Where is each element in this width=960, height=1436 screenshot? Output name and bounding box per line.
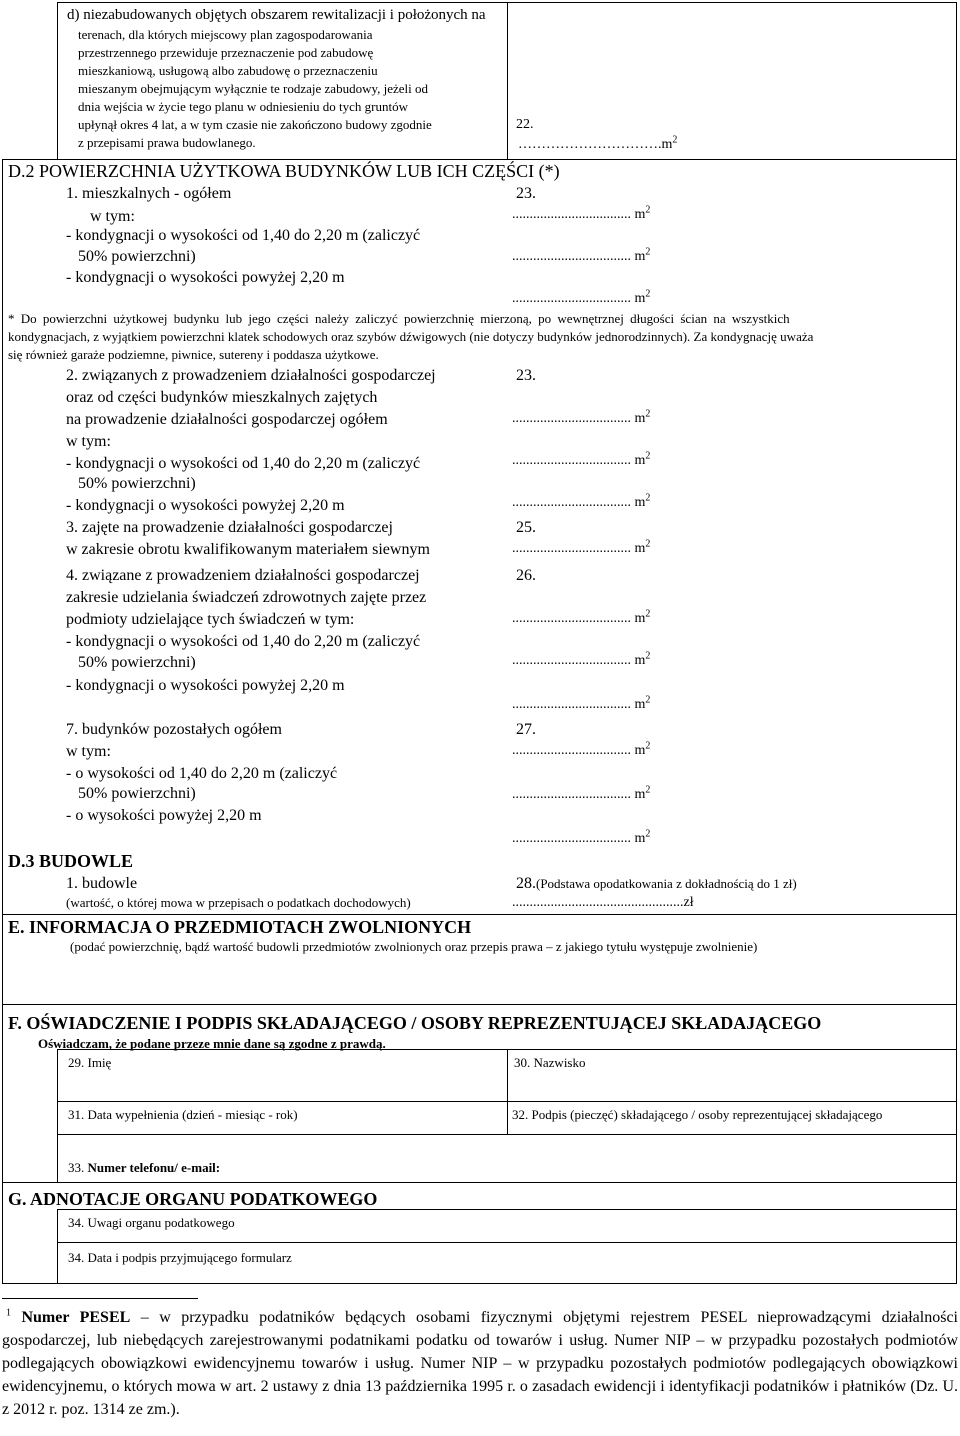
field-28-note: (Podstawa opodatkowania z dokładnością do 1 zł) xyxy=(536,876,797,891)
field-22-value[interactable]: $\dots\dots\dots\dots\dots\dots\dots\dots\dots\dots.m^2$ xyxy=(518,134,678,152)
field-23b-total[interactable]: .................................. $m^2$ xyxy=(512,408,651,426)
field-27-high[interactable]: .................................. $m^2$ xyxy=(512,828,651,846)
footer-mark: 1 xyxy=(6,1307,11,1319)
field-23b-low[interactable]: .................................. $m^2$ xyxy=(512,450,651,468)
d2-item4-line-3: podmioty udzielające tych świadczeń w tym: xyxy=(66,611,355,628)
divider-f xyxy=(2,1004,957,1005)
field-26-high[interactable]: .................................. $m^2$ xyxy=(512,694,651,712)
d2-item4-line-5: 50% powierzchni) xyxy=(78,654,196,671)
d-line-2: terenach, dla których miejscowy plan zagospodarowania xyxy=(78,27,373,42)
d-line-4: mieszkaniową, usługową albo zabudowę o przeznaczeniu xyxy=(78,63,378,78)
footer-lead: Numer PESEL xyxy=(21,1309,131,1326)
field-33-phone-email[interactable] xyxy=(58,1135,955,1181)
d-line-5: mieszanym obejmującym wyłącznie te rodzaje zabudowy, jeżeli od xyxy=(78,81,429,96)
field-28-number: 28.(Podstawa opodatkowania z dokładnością do 1 zł) xyxy=(516,875,797,892)
field-23b-number: 23. xyxy=(516,367,536,384)
d2-item1-line-1: 1. mieszkalnych - ogółem xyxy=(66,185,232,202)
field-27-number: 27. xyxy=(516,721,536,738)
d2-item4-line-1: 4. związane z prowadzeniem działalności gospodarczej xyxy=(66,567,420,584)
section-g-title: G. ADNOTACJE ORGANU PODATKOWEGO xyxy=(8,1189,378,1209)
section-d3-title: D.3 BUDOWLE xyxy=(8,851,134,871)
section-f-statement: Oświadczam, że podane przeze mnie dane są zgodne z prawdą. xyxy=(38,1036,386,1051)
field-34-remarks[interactable] xyxy=(58,1210,955,1241)
d2-item1-line-4: 50% powierzchni) xyxy=(78,248,196,265)
d2-item2-line-5: - kondygnacji o wysokości od 1,40 do 2,20 m (zaliczyć xyxy=(66,455,421,472)
d-line-3: przestrzennego przewiduje przeznaczenie pod zabudowę xyxy=(78,45,374,60)
field-27-low[interactable]: .................................. $m^2$ xyxy=(512,784,651,802)
section-e-note: (podać powierzchnię, bądź wartość budowli przedmiotów zwolnionych oraz przepis prawa – z jakiego tytułu występuje zwolnienie) xyxy=(70,939,758,954)
field-32-signature[interactable] xyxy=(508,1102,955,1133)
field-33-label-text: Numer telefonu/ e-mail: xyxy=(87,1160,221,1175)
d2-item4-line-4: - kondygnacji o wysokości od 1,40 do 2,20 m (zaliczyć xyxy=(66,633,421,650)
d-line-7: upłynął okres 4 lat, a w tym czasie nie zakończono budowy zgodnie xyxy=(78,117,432,132)
field-23b-high[interactable]: .................................. $m^2$ xyxy=(512,492,651,510)
field-34-remarks-label: 34. Uwagi organu podatkowego xyxy=(68,1215,235,1230)
d2-item2-line-3: na prowadzenie działalności gospodarczej ogółem xyxy=(66,411,388,428)
field-34-date-label: 34. Data i podpis przyjmującego formularz xyxy=(68,1250,292,1265)
field-26-total[interactable]: .................................. $m^2$ xyxy=(512,608,651,626)
field-23-number: 23. xyxy=(516,185,536,202)
footnote-line-2: kondygnacjach, z wyjątkiem powierzchni klatek schodowych oraz szybów dźwigowych (nie dotyczy budynków jednorodzinnych). Za kondygnację uważa xyxy=(8,329,814,344)
d3-item-1: 1. budowle xyxy=(66,875,138,892)
d2-item3-line-2: w zakresie obrotu kwalifikowanym materiałem siewnym xyxy=(66,541,430,558)
d-line-8: z przepisami prawa budowlanego. xyxy=(78,135,256,150)
field-31-label: 31. Data wypełnienia (dzień - miesiąc - rok) xyxy=(68,1107,298,1122)
field-25-number: 25. xyxy=(516,519,536,536)
d2-item1-line-3: - kondygnacji o wysokości od 1,40 do 2,20 m (zaliczyć xyxy=(66,227,421,244)
d2-item7-line-5: - o wysokości powyżej 2,20 m xyxy=(66,807,262,824)
field-28-value[interactable]: .................................................zł xyxy=(512,895,694,910)
section-e-input-area[interactable] xyxy=(8,958,948,1002)
section-e-title: E. INFORMACJA O PRZEDMIOTACH ZWOLNIONYCH xyxy=(8,917,472,937)
field-22-number: 22. xyxy=(516,117,534,132)
frame-left-outer xyxy=(2,159,3,1283)
d2-item2-line-2: oraz od części budynków mieszkalnych zajętych xyxy=(66,389,378,406)
divider-e xyxy=(2,914,957,915)
field-30-label: 30. Nazwisko xyxy=(514,1055,586,1070)
f-grid-bottom xyxy=(2,1182,957,1183)
footer-rule xyxy=(2,1298,198,1299)
field-29-first-name[interactable] xyxy=(58,1050,506,1100)
frame-right xyxy=(956,2,957,1283)
footnote-line-3: się również garaże podziemne, piwnice, sutereny i poddasza użytkowe. xyxy=(8,347,379,362)
field-31-date[interactable] xyxy=(58,1102,506,1133)
field-30-last-name[interactable] xyxy=(508,1050,955,1100)
d3-note: (wartość, o której mowa w przepisach o podatkach dochodowych) xyxy=(66,895,411,910)
footer-text: – w przypadku podatników będących osobami fizycznymi objętymi rejestrem PESEL nieprowadzącymi działalności gospodarczej, lub niebędących zarejestrowanymi podatnikami podatku od towarów i usług. Numer NIP – w przypadku pozostałych podmiotów podlegających obowiązkowi ewidencyjnemu towarów i usług. Numer NIP – w przypadku pozostałych podmiotów podlegających obowiązkowi ewidencyjnemu, o których mowa w art. 2 ustawy z dnia 13 października 1995 r. o zasadach ewidencji i identyfikacji podatników i płatników (Dz. U. z 2012 r. poz. 1314 ze zm.). xyxy=(2,1309,959,1418)
d2-item1-line-2: w tym: xyxy=(90,208,135,225)
frame-left xyxy=(57,2,58,159)
field-23-total[interactable]: .................................. $m^2$ xyxy=(512,204,651,222)
d2-item2-line-6: 50% powierzchni) xyxy=(78,475,196,492)
field-23-high[interactable]: .................................. $m^2$ xyxy=(512,288,651,306)
frame-bottom xyxy=(2,1283,957,1284)
d2-item7-line-1: 7. budynków pozostałych ogółem xyxy=(66,721,282,738)
field-32-label: 32. Podpis (pieczęć) składającego / osoby reprezentującej składającego xyxy=(512,1107,883,1122)
d2-item2-line-4: w tym: xyxy=(66,433,111,450)
d-line-1: d) niezabudowanych objętych obszarem rewitalizacji i położonych na xyxy=(67,7,486,23)
field-27-total[interactable]: .................................. $m^2$ xyxy=(512,740,651,758)
column-divider xyxy=(507,2,508,159)
d2-item7-line-2: w tym: xyxy=(66,743,111,760)
field-29-label: 29. Imię xyxy=(68,1055,112,1070)
field-23-low[interactable]: .................................. $m^2$ xyxy=(512,246,651,264)
field-25-value[interactable]: .................................. $m^2$ xyxy=(512,538,651,556)
d2-item1-line-5: - kondygnacji o wysokości powyżej 2,20 m xyxy=(66,269,345,286)
d2-item4-line-6: - kondygnacji o wysokości powyżej 2,20 m xyxy=(66,677,345,694)
d2-item2-line-1: 2. związanych z prowadzeniem działalności gospodarczej xyxy=(66,367,436,384)
field-26-low[interactable]: .................................. $m^2$ xyxy=(512,650,651,668)
d2-item2-line-7: - kondygnacji o wysokości powyżej 2,20 m xyxy=(66,497,345,514)
field-33-label: 33. Numer telefonu/ e-mail: xyxy=(68,1160,221,1175)
d2-item3-line-1: 3. zajęte na prowadzenie działalności gospodarczej xyxy=(66,519,393,536)
section-f-title: F. OŚWIADCZENIE I PODPIS SKŁADAJĄCEGO / OSOBY REPREZENTUJĄCEJ SKŁADAJĄCEGO xyxy=(8,1013,822,1033)
section-d2-title: D.2 POWIERZCHNIA UŻYTKOWA BUDYNKÓW LUB ICH CZĘŚCI (*) xyxy=(8,161,560,181)
d-line-6: dnia wejścia w życie tego planu w odniesieniu do tych gruntów xyxy=(78,99,408,114)
d2-item7-line-4: 50% powierzchni) xyxy=(78,785,196,802)
footnote-line-1: * Do powierzchni użytkowej budynku lub jego części należy zaliczyć powierzchnię mierzoną, po wewnętrznej długości ścian na wszystkich xyxy=(8,311,790,326)
d2-item4-line-2: zakresie udzielania świadczeń zdrowotnych zajęte przez xyxy=(66,589,427,606)
d2-item7-line-3: - o wysokości od 1,40 do 2,20 m (zaliczyć xyxy=(66,765,338,782)
field-26-number: 26. xyxy=(516,567,536,584)
footer-note xyxy=(2,1306,958,1421)
field-34-date-signature[interactable] xyxy=(58,1243,955,1282)
